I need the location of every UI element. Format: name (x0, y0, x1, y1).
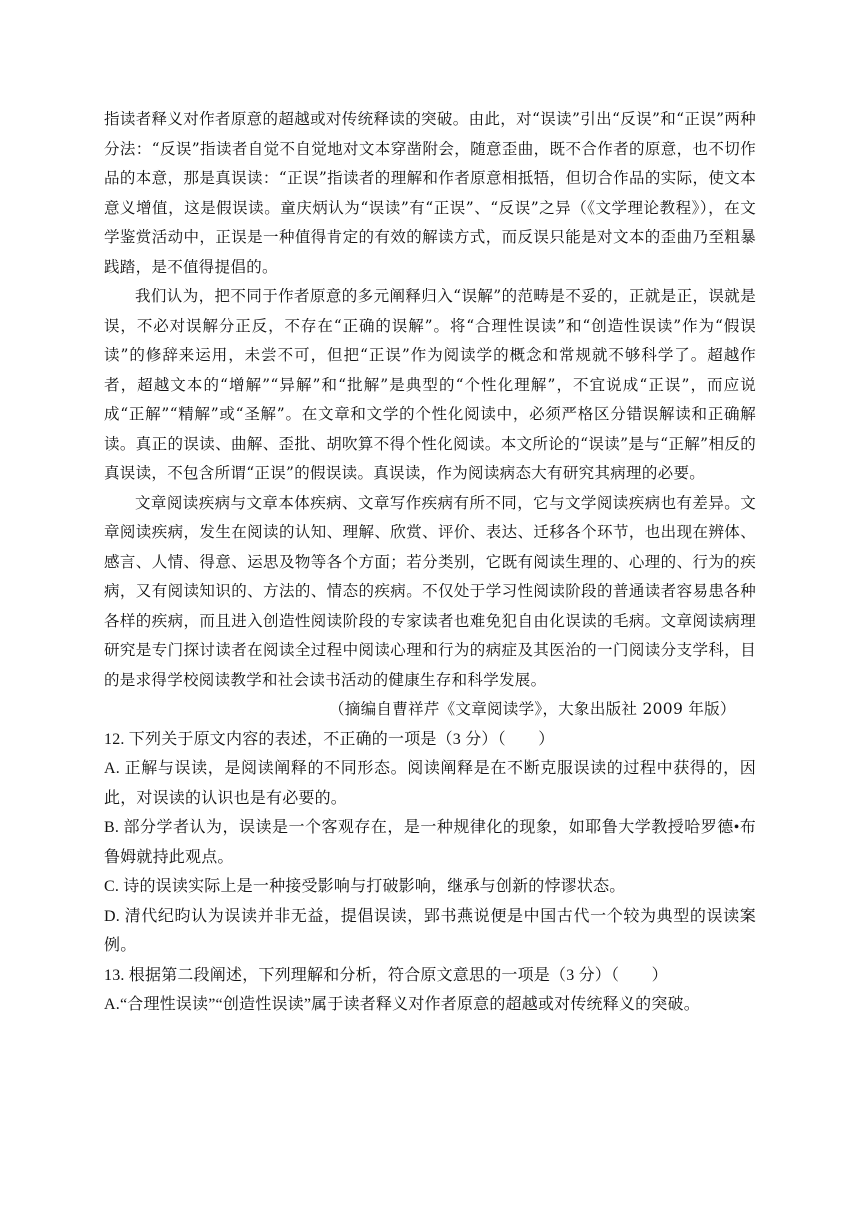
question-13-stem: 13. 根据第二段阐述，下列理解和分析，符合原文意思的一项是（3 分）（ ） (104, 966, 668, 984)
question-12-option-d: D. 清代纪昀认为误读并非无益，提倡误读，郢书燕说便是中国古代一个较为典型的误读案例。 (104, 907, 756, 954)
passage-paragraph-3: 文章阅读疾病与文章本体疾病、文章写作疾病有所不同，它与文学阅读疾病也有差异。文章阅读疾病，发生在阅读的认知、理解、欣赏、评价、表达、迁移各个环节，也出现在辨体、感言、人情、得意、运思及物等各个方面；若分类别，它既有阅读生理的、心理的、行为的疾病，又有阅读知识的、方法的、情态的疾病。不仅处于学习性阅读阶段的普通读者容易患各种各样的疾病，而且进入创造性阅读阶段的专家读者也难免犯自由化误读的毛病。文章阅读病理研究是专门探讨读者在阅读全过程中阅读心理和行为的病症及其医治的一门阅读分支学科，目的是求得学校阅读教学和社会读书活动的健康生存和科学发展。 (104, 493, 756, 689)
question-12-option-b: B. 部分学者认为，误读是一个客观存在，是一种规律化的现象，如耶鲁大学教授哈罗德•布鲁姆就持此观点。 (104, 819, 756, 866)
question-12-option-c: C. 诗的误读实际上是一种接受影响与打破影响，继承与创新的悖谬状态。 (104, 878, 626, 895)
question-12-stem: 12. 下列关于原文内容的表述，不正确的一项是（3 分）（ ） (104, 730, 555, 748)
passage-paragraph-2: 我们认为，把不同于作者原意的多元阐释归入“误解”的范畴是不妥的，正就是正，误就是误，不必对误解分正反，不存在“正确的误解”。将“合理性误读”和“创造性误读”作为“假误读”的修辞来运用，未尝不可，但把“正误”作为阅读学的概念和常规就不够科学了。超越作者，超越文本的“增解”“异解”和“批解”是典型的“个性化理解”，不宜说成“正误”，而应说成“正解”“精解”或“圣解”。在文章和文学的个性化阅读中，必须严格区分错误解读和正确解读。真正的误读、曲解、歪批、胡吹算不得个性化阅读。本文所论的“误读”是与“正解”相反的真误读，不包含所谓“正误”的假误读。真误读，作为阅读病态大有研究其病理的必要。 (104, 287, 756, 482)
question-13-option-a: A.“合理性误读”“创造性误读”属于读者释义对作者原意的超越或对传统释义的突破。 (104, 996, 700, 1013)
passage-source-citation: （摘编自曹祥芹《文章阅读学》，大象出版社 2009 年版） (329, 700, 736, 718)
document-page (104, 105, 756, 1020)
question-12-option-a: A. 正解与误读，是阅读阐释的不同形态。阅读阐释是在不断克服误读的过程中获得的，因此，对误读的认识也是有必要的。 (104, 760, 756, 807)
passage-paragraph-1: 指读者释义对作者原意的超越或对传统释读的突破。由此，对“误读”引出“反误”和“正误”两种分法：“反误”指读者自觉不自觉地对文本穿凿附会，随意歪曲，既不合作者的原意，也不切作品的本意，那是真误读：“正误”指读者的理解和作者原意相抵牾，但切合作品的实际，使文本意义增值，这是假误读。童庆炳认为“误读”有“正误”、“反误”之异（《文学理论教程》），在文学鉴赏活动中，正误是一种值得肯定的有效的解读方式，而反误只能是对文本的歪曲乃至粗暴践踏，是不值得提倡的。 (104, 110, 756, 276)
